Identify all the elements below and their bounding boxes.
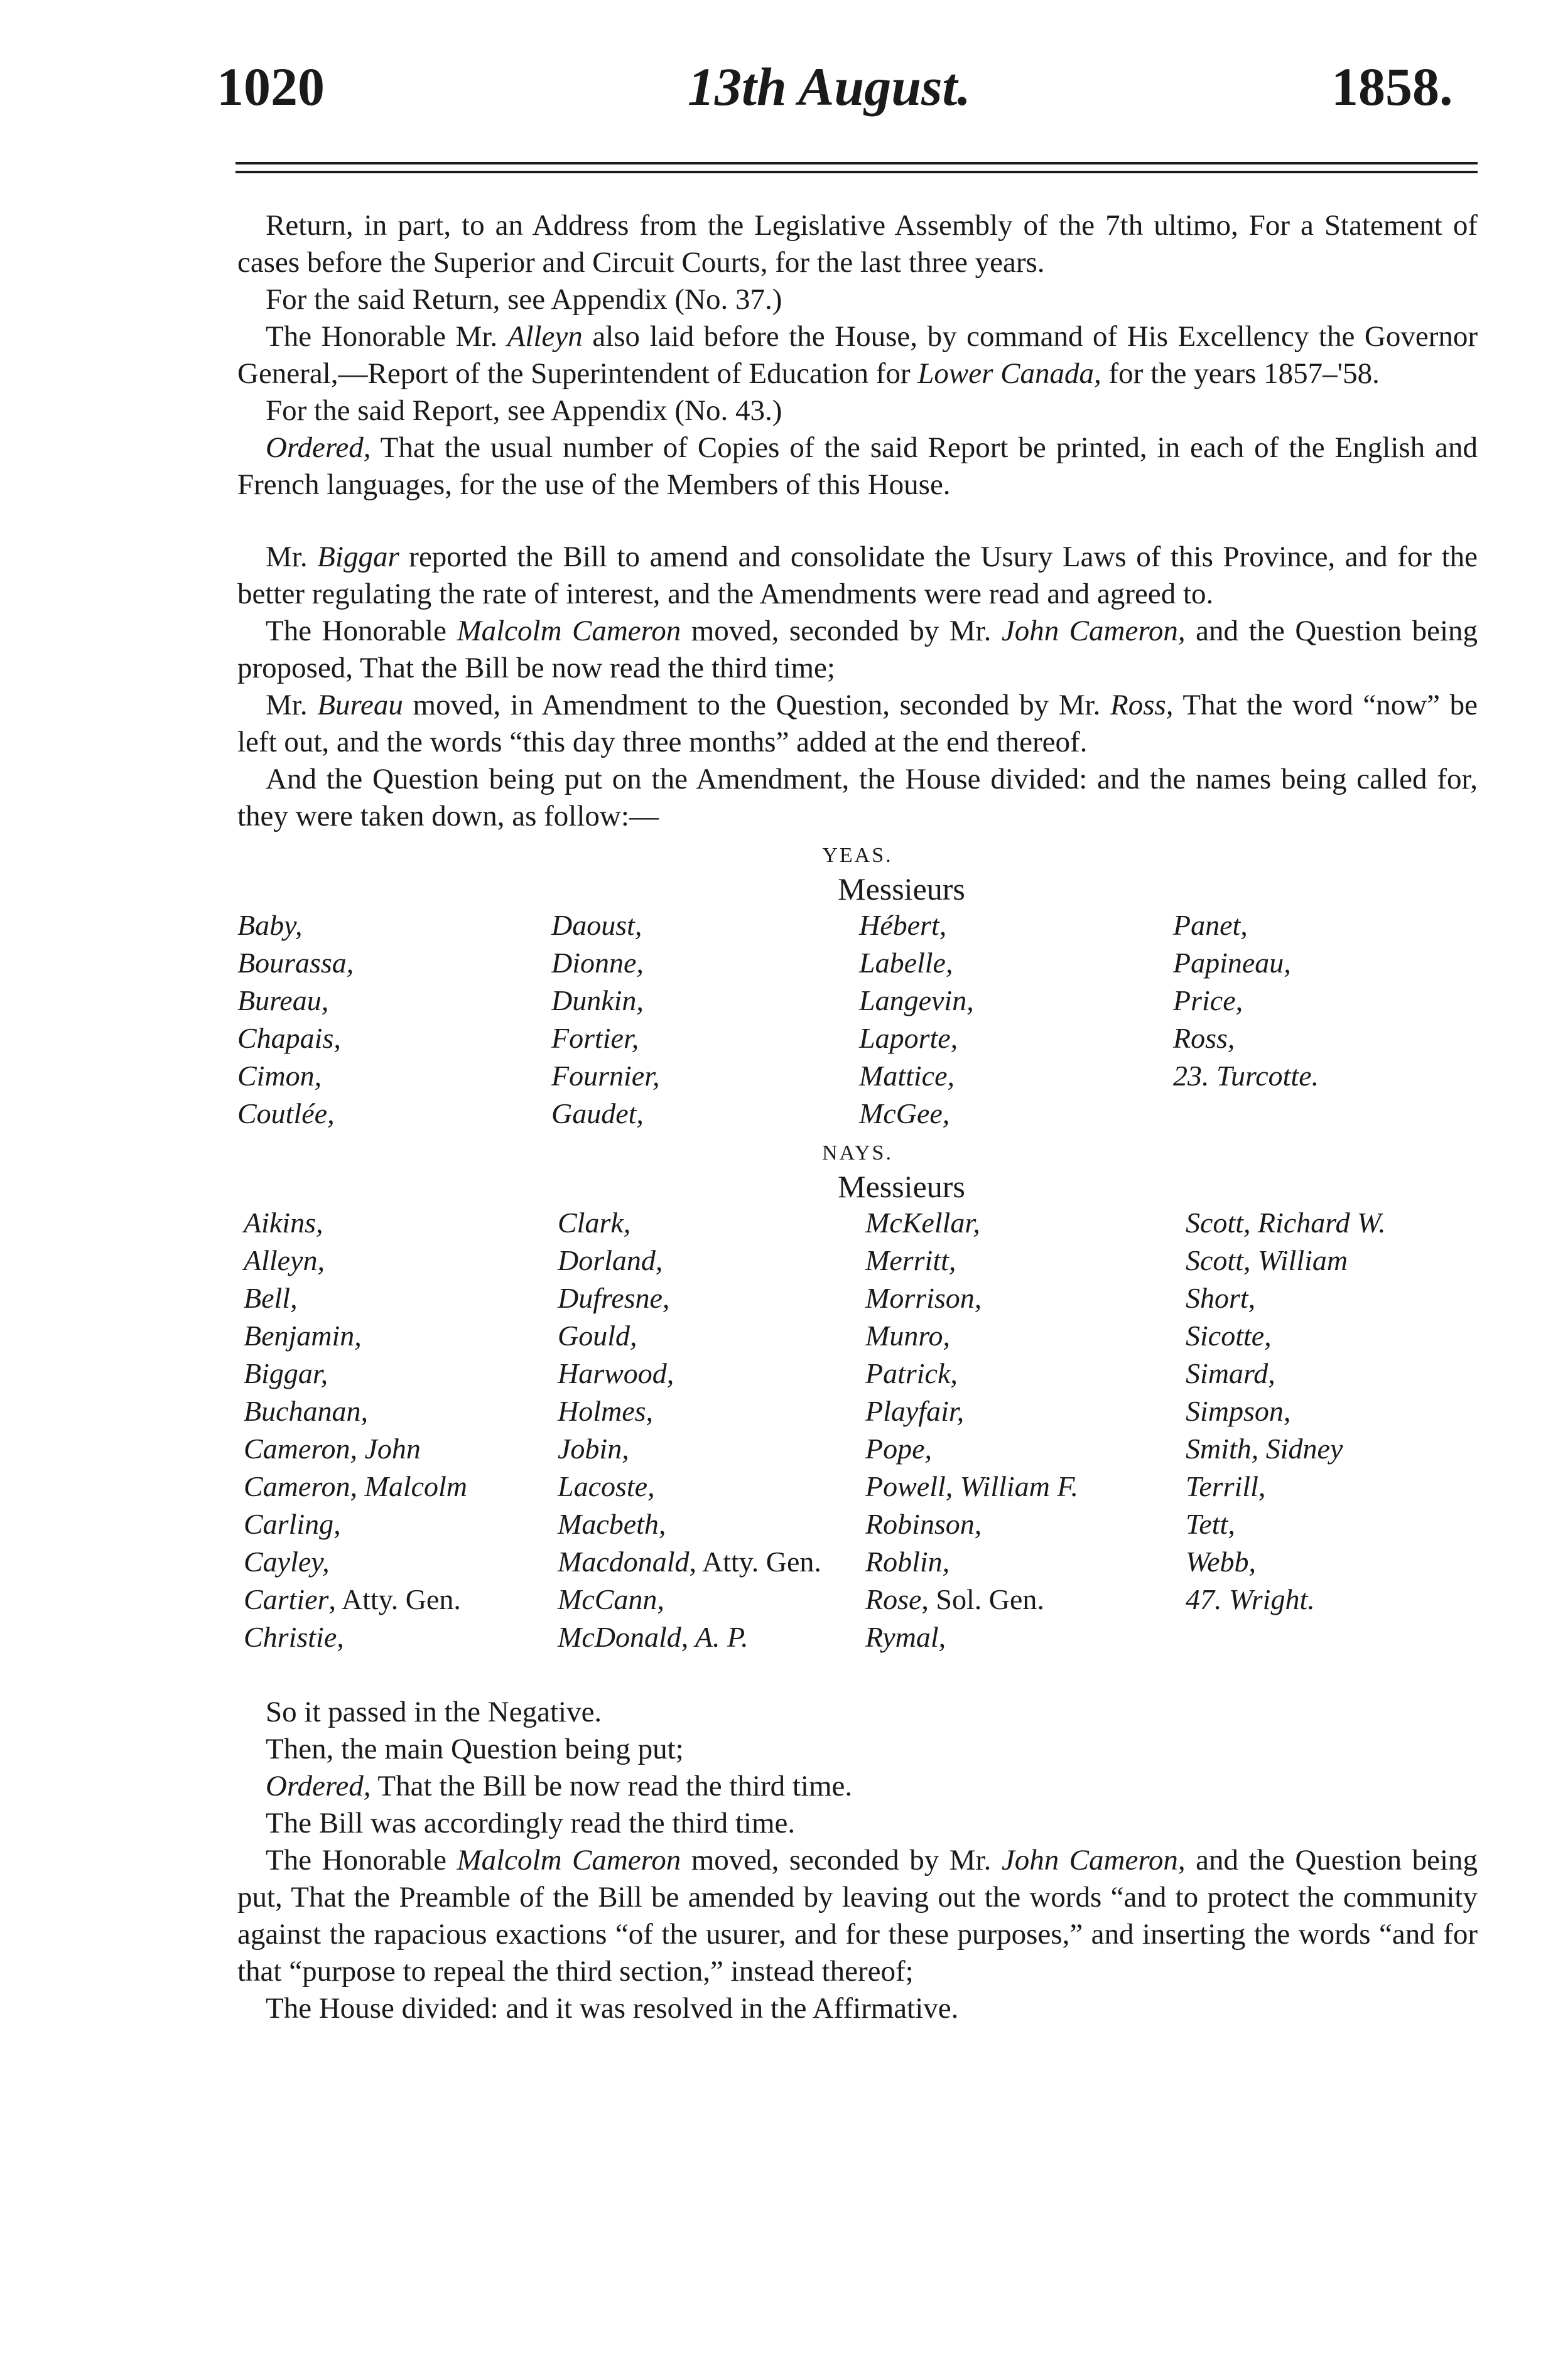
- page-date: 13th August.: [688, 57, 971, 117]
- member-name-entry: Holmes,: [558, 1395, 654, 1427]
- bureau-amendment-paragraph: Mr. Bureau moved, in Amendment to the Question, seconded by Mr. Ross, That the word “now” be left out, and the words “this day three months” added at the end thereof.: [237, 689, 1478, 758]
- nays-messieurs: Messieurs: [838, 1169, 965, 1204]
- member-name-entry: Harwood,: [558, 1357, 674, 1389]
- member-name-entry: Scott, Richard W.: [1186, 1207, 1386, 1239]
- member-name-entry: Cimon,: [237, 1060, 322, 1092]
- member-name-entry: Powell, William F.: [865, 1470, 1079, 1502]
- member-name-entry: Papineau,: [1173, 947, 1291, 979]
- header-rule-bottom: [235, 171, 1478, 173]
- member-name-entry: Rymal,: [865, 1621, 946, 1653]
- cameron-motion-paragraph: The Honorable Malcolm Cameron moved, seconded by Mr. John Cameron, and the Question being proposed, That the Bill be now read the third time;: [237, 615, 1478, 684]
- member-name-entry: Macdonald, Atty. Gen.: [558, 1546, 821, 1578]
- page-year: 1858.: [1331, 57, 1453, 117]
- member-name: Alleyn: [507, 320, 583, 353]
- member-name-entry: Cameron, John: [244, 1433, 421, 1465]
- member-name-entry: Fortier,: [551, 1022, 639, 1054]
- member-name-entry: Tett,: [1186, 1508, 1235, 1540]
- member-name-entry: Morrison,: [865, 1282, 982, 1314]
- member-name-entry: Labelle,: [859, 947, 953, 979]
- member-name-entry: Biggar,: [244, 1357, 328, 1389]
- yeas-heading: YEAS.: [822, 844, 893, 867]
- member-name: Malcolm Cameron: [457, 615, 681, 647]
- member-name-entry: McDonald, A. P.: [558, 1621, 749, 1653]
- member-name-entry: Dionne,: [551, 947, 644, 979]
- affirmative-result: The House divided: and it was resolved in the Affirmative.: [266, 1992, 959, 2025]
- member-name-entry: Daoust,: [551, 909, 642, 941]
- member-name-entry: Merritt,: [865, 1244, 956, 1276]
- member-name-entry: Dufresne,: [558, 1282, 670, 1314]
- member-name: Ross,: [1110, 689, 1174, 721]
- negative-result: So it passed in the Negative.: [266, 1696, 602, 1728]
- appendix-note-37: For the said Return, see Appendix (No. 37.): [266, 283, 782, 316]
- preamble-amendment-paragraph: The Honorable Malcolm Cameron moved, seconded by Mr. John Cameron, and the Question being put, That the Preamble of the Bill be amended by leaving out the words “and to protect the community against the rapacious exactions “of the usurer, and for these purposes,” and inserting the words “and for that “purpose to repeal the third section,” instead thereof;: [237, 1844, 1478, 1988]
- member-name-entry: Dorland,: [558, 1244, 663, 1276]
- member-name: John Cameron,: [1001, 1844, 1186, 1877]
- member-name-entry: Price,: [1173, 984, 1243, 1016]
- main-question-paragraph: Then, the main Question being put;: [266, 1733, 684, 1765]
- nays-list: [237, 1204, 1478, 1694]
- member-name: John Cameron,: [1001, 615, 1186, 647]
- page-body: [237, 207, 1478, 2027]
- member-name-entry: Smith, Sidney: [1186, 1433, 1343, 1465]
- member-name-entry: Ross,: [1173, 1022, 1235, 1054]
- member-name-entry: Buchanan,: [244, 1395, 369, 1427]
- appendix-note-43: For the said Report, see Appendix (No. 43.): [266, 394, 782, 427]
- nays-column-2: [558, 1204, 821, 1656]
- ordered-printing-paragraph: Ordered, That the usual number of Copies of the said Report be printed, in each of the English and French languages, for the use of the Members of this House.: [237, 431, 1478, 501]
- member-name-entry: Pope,: [865, 1433, 933, 1465]
- member-name-entry: Gould,: [558, 1320, 637, 1352]
- member-name-entry: Cameron, Malcolm: [244, 1470, 468, 1502]
- member-name-entry: Cayley,: [244, 1546, 330, 1578]
- nays-column-4: [1186, 1204, 1386, 1618]
- member-name-entry: Panet,: [1173, 909, 1248, 941]
- member-name-entry: Alleyn,: [244, 1244, 325, 1276]
- member-name: Bureau: [317, 689, 403, 721]
- yeas-column-1: [237, 907, 354, 1133]
- member-name-entry: Bourassa,: [237, 947, 354, 979]
- member-name-entry: Webb,: [1186, 1546, 1257, 1578]
- member-name-entry: Simard,: [1186, 1357, 1275, 1389]
- member-name-entry: Scott, William: [1186, 1244, 1348, 1276]
- biggar-report-paragraph: Mr. Biggar reported the Bill to amend and consolidate the Usury Laws of this Province, and for the better regulating the rate of interest, and the Amendments were read and agreed to.: [237, 541, 1478, 610]
- member-name-entry: Patrick,: [865, 1357, 958, 1389]
- member-name-entry: Playfair,: [865, 1395, 965, 1427]
- member-name-entry: Langevin,: [859, 984, 974, 1016]
- member-name-entry: McCann,: [558, 1583, 664, 1615]
- page-number: 1020: [217, 57, 325, 117]
- member-name-entry: Coutlée,: [237, 1097, 335, 1129]
- member-name-entry: Benjamin,: [244, 1320, 362, 1352]
- place-name: Lower Canada,: [917, 357, 1101, 390]
- member-name-entry: Bureau,: [237, 984, 329, 1016]
- member-name-entry: Fournier,: [551, 1060, 660, 1092]
- member-name-entry: Cartier, Atty. Gen.: [244, 1583, 461, 1615]
- third-reading-paragraph: The Bill was accordingly read the third time.: [266, 1807, 796, 1839]
- member-name-entry: McGee,: [859, 1097, 950, 1129]
- alleyn-paragraph: The Honorable Mr. Alleyn also laid before the House, by command of His Excellency the Governor General,—Report of the Superintendent of Education for Lower Canada, for the years 1857–'58.: [237, 320, 1478, 390]
- member-name-entry: Carling,: [244, 1508, 341, 1540]
- member-name-entry: Robinson,: [865, 1508, 982, 1540]
- member-name-entry: Gaudet,: [551, 1097, 644, 1129]
- member-name-entry: Lacoste,: [558, 1470, 655, 1502]
- yeas-list: [237, 907, 1478, 1133]
- return-paragraph: Return, in part, to an Address from the Legislative Assembly of the 7th ultimo, For a Statement of cases before the Superior and Circuit Courts, for the last three years.: [237, 209, 1478, 279]
- member-name-entry: Clark,: [558, 1207, 631, 1239]
- member-name-entry: Baby,: [237, 909, 303, 941]
- member-name-entry: Roblin,: [865, 1546, 950, 1578]
- member-name-entry: 23. Turcotte.: [1173, 1060, 1319, 1092]
- member-name-entry: Christie,: [244, 1621, 344, 1653]
- member-name-entry: Simpson,: [1186, 1395, 1291, 1427]
- division-paragraph: And the Question being put on the Amendment, the House divided: and the names being called for, they were taken down, as follow:—: [237, 763, 1478, 832]
- member-name-entry: Short,: [1186, 1282, 1256, 1314]
- yeas-column-4: [1173, 907, 1319, 1095]
- nays-heading: NAYS.: [822, 1141, 893, 1165]
- member-name-entry: Macbeth,: [558, 1508, 666, 1540]
- yeas-column-2: [551, 907, 660, 1133]
- member-name-entry: McKellar,: [865, 1207, 980, 1239]
- member-name-entry: Rose, Sol. Gen.: [865, 1583, 1044, 1615]
- member-name-entry: Aikins,: [244, 1207, 323, 1239]
- yeas-column-3: [859, 907, 974, 1133]
- member-name-entry: Dunkin,: [551, 984, 644, 1016]
- member-name-entry: 47. Wright.: [1186, 1583, 1315, 1615]
- ordered-third-reading: Ordered, That the Bill be now read the third time.: [266, 1770, 853, 1802]
- member-name-entry: Sicotte,: [1186, 1320, 1272, 1352]
- yeas-messieurs: Messieurs: [838, 871, 965, 907]
- member-name-entry: Mattice,: [859, 1060, 955, 1092]
- nays-column-1: [244, 1204, 467, 1656]
- member-name-entry: Munro,: [865, 1320, 951, 1352]
- member-name-entry: Terrill,: [1186, 1470, 1266, 1502]
- member-name-entry: Jobin,: [558, 1433, 629, 1465]
- member-name: Malcolm Cameron: [457, 1844, 681, 1877]
- nays-column-3: [865, 1204, 1078, 1656]
- member-name-entry: Hébert,: [859, 909, 947, 941]
- member-name-entry: Laporte,: [859, 1022, 958, 1054]
- page-header: [0, 57, 1558, 141]
- member-name-entry: Bell,: [244, 1282, 298, 1314]
- header-rule-top: [235, 162, 1478, 164]
- member-name-entry: Chapais,: [237, 1022, 341, 1054]
- member-name: Biggar: [317, 541, 399, 573]
